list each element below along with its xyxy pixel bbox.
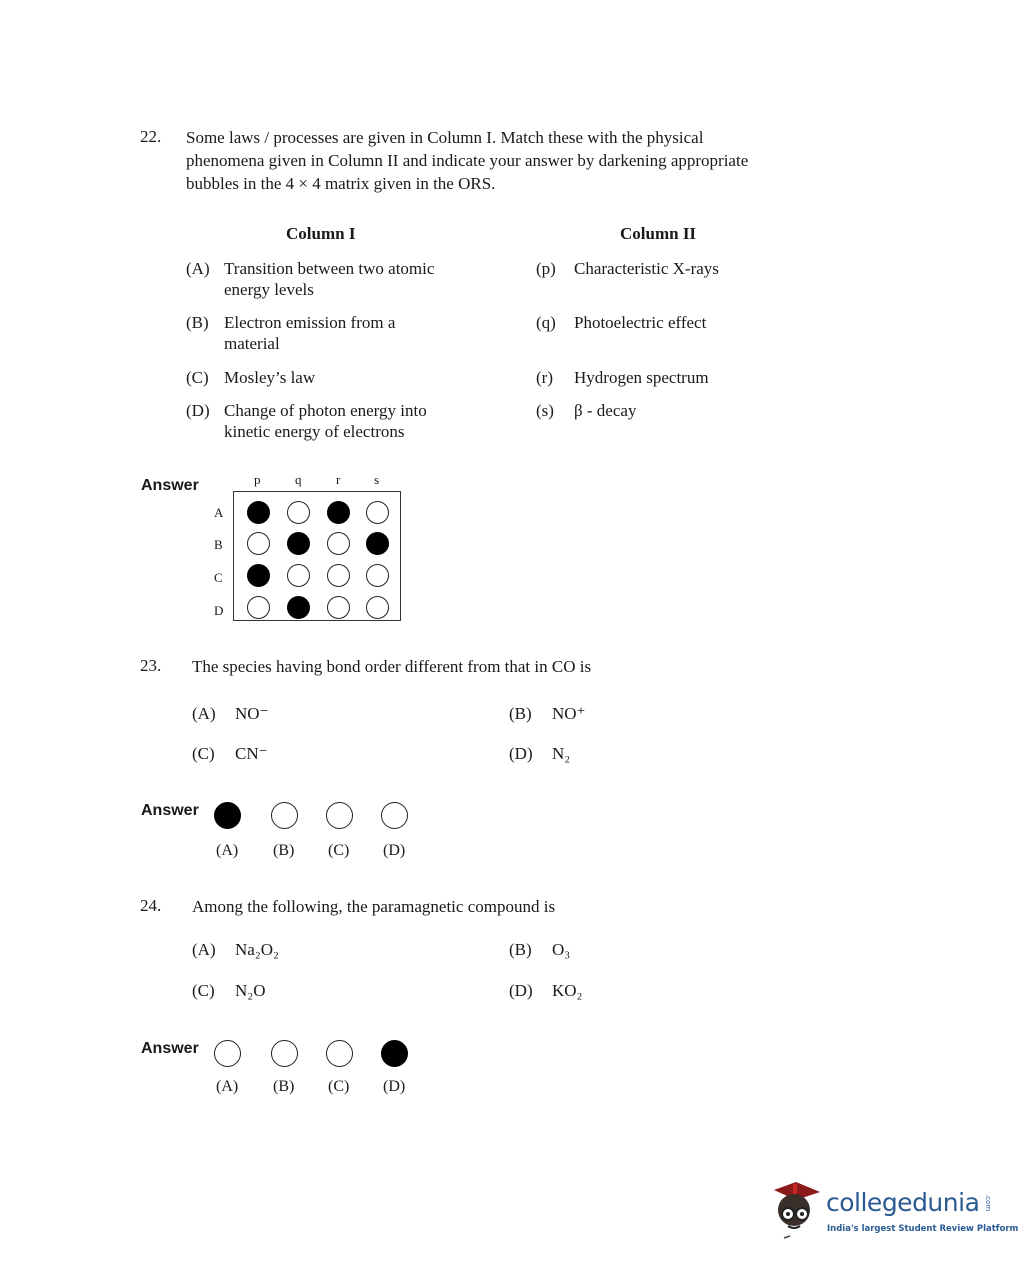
column-1-item-c — [186, 367, 476, 389]
question-23-bubble-c[interactable] — [326, 802, 353, 829]
matrix-bubble-d-q[interactable] — [287, 596, 310, 619]
question-23-option-c: (C) CN⁻ — [192, 744, 268, 763]
matrix-col-label-q: q — [295, 472, 302, 487]
question-24-option-b: (B) O₃ — [509, 940, 571, 959]
item-text: Change of photon energy into kinetic energy of electrons — [224, 401, 427, 441]
matrix-col-label-r: r — [336, 472, 341, 487]
item-label: (C) — [186, 368, 209, 387]
matrix-bubble-b-p[interactable] — [247, 532, 270, 555]
question-23-bubble-d[interactable] — [381, 802, 408, 829]
mascot-icon — [766, 1180, 824, 1242]
matrix-col-label-s: s — [374, 472, 380, 487]
matrix-bubble-a-r[interactable] — [327, 501, 350, 524]
question-24-bubble-a[interactable] — [214, 1040, 241, 1067]
question-22-answer-label: Answer — [141, 477, 199, 494]
question-23-text: The species having bond order different from that in CO is — [192, 657, 592, 676]
matrix-bubble-c-r[interactable] — [327, 564, 350, 587]
question-22-line-2: phenomena given in Column II and indicate your answer by darkening appropriate — [186, 151, 749, 170]
item-text: Hydrogen spectrum — [574, 368, 709, 387]
matrix-bubble-d-r[interactable] — [327, 596, 350, 619]
matrix-row-label-b: B — [214, 537, 223, 552]
question-24-answer-label: Answer — [141, 1040, 199, 1057]
item-label: (p) — [536, 259, 556, 278]
question-22-line-3: bubbles in the 4 × 4 matrix given in the ORS. — [186, 174, 496, 193]
brand-name: collegedunia — [826, 1188, 980, 1217]
question-24-option-a: (A) Na₂O₂ — [192, 940, 279, 959]
question-23-option-d: (D) N₂ — [509, 744, 571, 763]
column-1-item-b — [186, 312, 476, 356]
matrix-row-label-a: A — [214, 505, 224, 520]
brand-tagline: India's largest Student Review Platform — [827, 1224, 1019, 1234]
question-24-bubble-d[interactable] — [381, 1040, 408, 1067]
matrix-bubble-a-p[interactable] — [247, 501, 270, 524]
question-23-option-a: (A) NO⁻ — [192, 704, 269, 723]
matrix-bubble-a-s[interactable] — [366, 501, 389, 524]
question-24-bubble-c[interactable] — [326, 1040, 353, 1067]
question-24-bubble-b[interactable] — [271, 1040, 298, 1067]
question-23-bubble-b[interactable] — [271, 802, 298, 829]
column-2-heading: Column II — [620, 224, 697, 243]
matrix-bubble-c-p[interactable] — [247, 564, 270, 587]
question-24-option-c: (C) N₂O — [192, 981, 266, 1000]
question-24-text: Among the following, the paramagnetic compound is — [192, 897, 556, 916]
item-label: (A) — [186, 259, 210, 278]
item-label: (q) — [536, 313, 556, 332]
question-23-bubble-label-b: (B) — [273, 842, 295, 859]
question-23-option-b: (B) NO⁺ — [509, 704, 586, 723]
matrix-bubble-c-q[interactable] — [287, 564, 310, 587]
question-23-answer-label: Answer — [141, 802, 199, 819]
column-2-item-p — [536, 258, 796, 280]
matrix-row-label-d: D — [214, 603, 224, 618]
question-23-number: 23. — [140, 656, 162, 675]
item-label: (D) — [186, 401, 210, 420]
matrix-bubble-d-p[interactable] — [247, 596, 270, 619]
item-text: Mosley’s law — [224, 368, 316, 387]
matrix-bubble-b-s[interactable] — [366, 532, 389, 555]
item-label: (r) — [536, 368, 553, 387]
question-22-line-1: Some laws / processes are given in Column I. Match these with the physical — [186, 128, 704, 147]
answer-matrix — [233, 491, 401, 621]
question-23-bubble-a[interactable] — [214, 802, 241, 829]
matrix-row-label-c: C — [214, 570, 223, 585]
question-23-bubble-label-c: (C) — [328, 842, 350, 859]
item-text: Photoelectric effect — [574, 313, 707, 332]
column-1-heading: Column I — [286, 224, 356, 243]
column-2-item-q — [536, 312, 796, 334]
question-22-number: 22. — [140, 127, 162, 146]
item-text: Transition between two atomic energy levels — [224, 259, 435, 299]
brand-tld: .com — [984, 1194, 992, 1212]
item-label: (s) — [536, 401, 554, 420]
item-text: Characteristic X-rays — [574, 259, 719, 278]
question-24-bubble-label-d: (D) — [383, 1078, 406, 1095]
matrix-bubble-a-q[interactable] — [287, 501, 310, 524]
item-label: (B) — [186, 313, 209, 332]
column-1-item-a — [186, 258, 476, 302]
item-text: Electron emission from a material — [224, 313, 396, 353]
matrix-bubble-b-q[interactable] — [287, 532, 310, 555]
column-2-item-s — [536, 400, 796, 422]
matrix-col-label-p: p — [254, 472, 261, 487]
question-24-bubble-label-c: (C) — [328, 1078, 350, 1095]
question-24-option-d: (D) KO₂ — [509, 981, 583, 1000]
column-2-item-r — [536, 367, 796, 389]
question-24-number: 24. — [140, 896, 162, 915]
question-23-bubble-label-a: (A) — [216, 842, 239, 859]
question-22-text — [186, 126, 816, 195]
matrix-bubble-d-s[interactable] — [366, 596, 389, 619]
matrix-bubble-b-r[interactable] — [327, 532, 350, 555]
column-1-item-d — [186, 400, 476, 444]
question-24-bubble-label-a: (A) — [216, 1078, 239, 1095]
collegedunia-logo[interactable] — [766, 1180, 1019, 1242]
question-23-bubble-label-d: (D) — [383, 842, 406, 859]
question-24-bubble-label-b: (B) — [273, 1078, 295, 1095]
matrix-bubble-c-s[interactable] — [366, 564, 389, 587]
item-text: β - decay — [574, 401, 637, 420]
